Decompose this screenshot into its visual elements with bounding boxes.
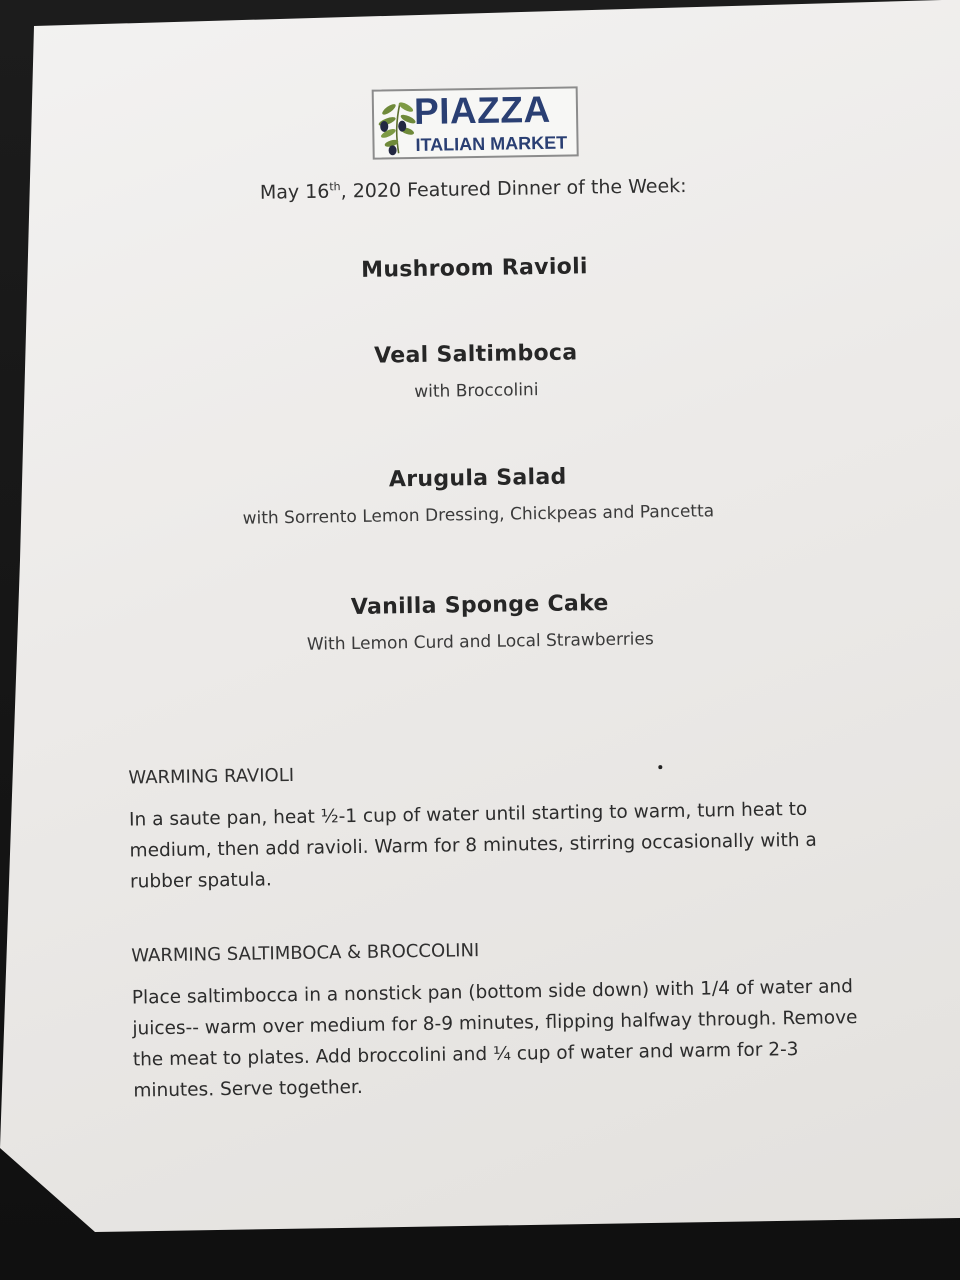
menu-item-salad [0,458,958,532]
dish-subtitle: with Sorrento Lemon Dressing, Chickpeas and Pancetta [242,501,715,529]
dish-name: Vanilla Sponge Cake [350,590,609,621]
paper-speck [658,765,662,769]
logo-wordmark: PIAZZA [413,88,551,132]
dish-name: Arugula Salad [388,464,567,493]
section-heading: WARMING RAVIOLI [128,764,295,789]
logo-subtitle: ITALIAN MARKET [415,132,568,155]
section-heading: WARMING SALTIMBOCA & BROCCOLINI [131,940,480,967]
menu-item-ravioli [0,249,955,289]
dish-subtitle: with Broccolini [414,380,539,403]
featured-date-line [0,171,953,208]
menu-item-saltimboca [0,334,957,408]
date-ordinal: th [329,180,341,194]
piazza-logo [372,86,579,159]
date-suffix: , 2020 Featured Dinner of the Week: [340,175,687,203]
dish-name: Mushroom Ravioli [360,254,588,283]
section-body: Place saltimbocca in a nonstick pan (bottom side down) with 1/4 of water and juices-- warm over medium for 8-9 minutes, flipping halfway through. Remove the meat to plates. Add broccolini and ¼ cup of water and warm for 2-3 minutes. Serve together. [131,976,858,1102]
section-body: In a saute pan, heat ½-1 cup of water until starting to warm, turn heat to medium, then add ravioli. Warm for 8 minutes, stirring occasionally with a rubber spatula. [128,798,817,893]
instructions-ravioli [128,756,870,898]
date-prefix: May 16 [259,180,330,204]
menu-item-cake [0,585,960,659]
instructions-saltimboca [131,934,873,1107]
dish-name: Veal Saltimboca [374,340,578,369]
olive-branch-icon [376,95,419,156]
dish-subtitle: With Lemon Curd and Local Strawberries [306,629,654,655]
